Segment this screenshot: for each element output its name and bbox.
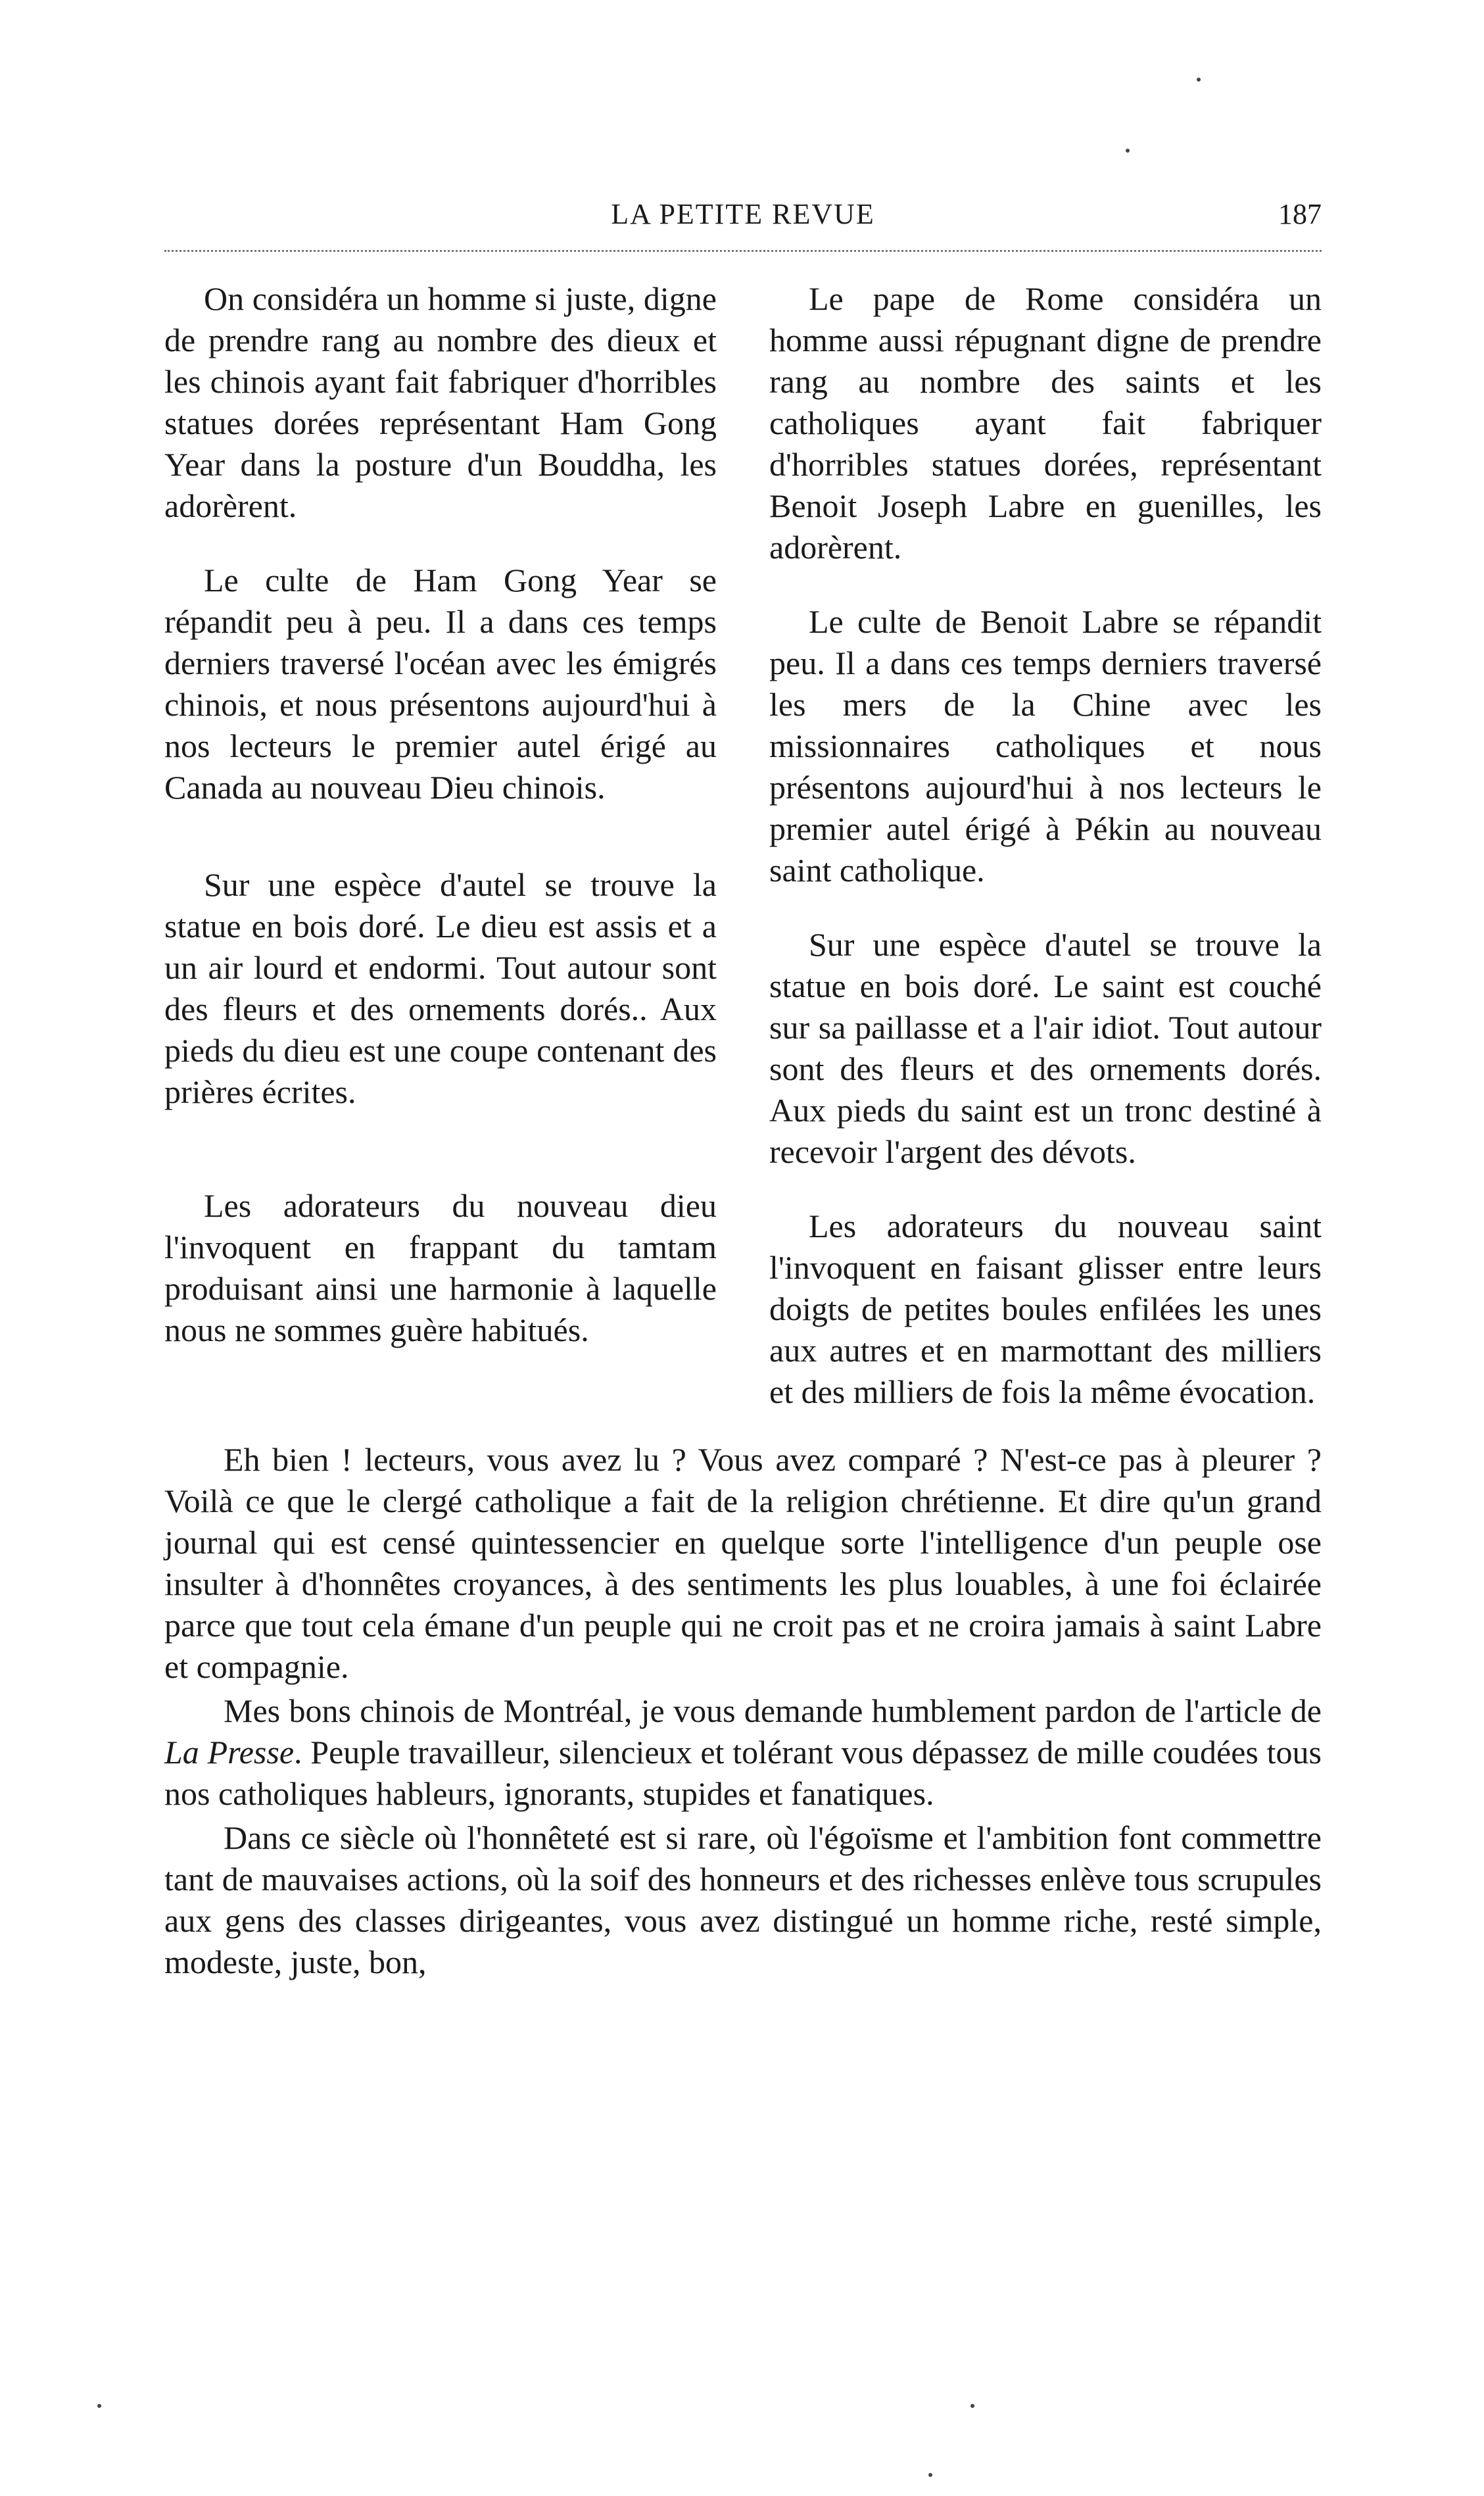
right-paragraph-2: Le culte de Benoit Labre se répandit peu. Il a dans ces temps derniers traversé les mers de la Chine avec les missionnaires catholiques et nous présentons aujourd'hui à nos lecteurs le premier autel érigé à Pékin au nouveau saint catholique. xyxy=(769,603,1322,889)
body-paragraph-1: Eh bien ! lecteurs, vous avez lu ? Vous avez comparé ? N'est-ce pas à pleurer ? Voilà ce que le clergé catholique a fait de la religion chrétienne. Et dire qu'un grand journal qui est censé quintessencier en quelque sorte l'intelligence d'un peuple ose insulter à d'honnêtes croyances, à des sentiments les plus louables, à une foi éclairée parce que tout cela émane d'un peuple qui ne croit pas et ne croira jamais à saint Labre et compagnie. xyxy=(164,1441,1322,1685)
scan-speck xyxy=(97,2404,101,2408)
running-head xyxy=(164,197,1322,243)
page xyxy=(164,197,1322,1986)
right-paragraph-4: Les adorateurs du nouveau saint l'invoquent en faisant glisser entre leurs doigts de petites boules enfilées les unes aux autres et en marmottant des milliers et des milliers de fois la même évocation. xyxy=(769,1208,1322,1410)
body-paragraph-2 xyxy=(164,1690,1322,1815)
closing-text xyxy=(164,1439,1322,1983)
scan-speck xyxy=(970,2404,974,2408)
header-rule xyxy=(164,250,1322,252)
left-paragraph-1: On considéra un homme si juste, digne de prendre rang au nombre des dieux et les chinois ayant fait fabriquer d'horribles statues dorées représentant Ham Gong Year dans la posture d'un Bouddha, les adorèrent. xyxy=(164,280,717,524)
left-column xyxy=(164,278,717,1446)
right-paragraph-1: Le pape de Rome considéra un homme aussi répugnant digne de prendre rang au nombre des saints et les catholiques ayant fait fabriquer d'horribles statues dorées, représentant Benoit Joseph Labre en guenilles, les adorèrent. xyxy=(769,280,1322,566)
scan-speck xyxy=(1197,78,1201,82)
right-paragraph-3: Sur une espèce d'autel se trouve la statue en bois doré. Le saint est couché sur sa paillasse et a l'air idiot. Tout autour sont des fleurs et des ornements dorés. Aux pieds du saint est un tronc destiné à recevoir l'argent des dévots. xyxy=(769,926,1322,1170)
comparison-columns xyxy=(164,278,1322,1446)
page-number: 187 xyxy=(1278,198,1322,230)
left-paragraph-4: Les adorateurs du nouveau dieu l'invoquent en frappant du tamtam produisant ainsi une harmonie à laquelle nous ne sommes guère habitués. xyxy=(164,1187,717,1348)
body-paragraph-2-end: . Peuple travailleur, silencieux et tolérant vous dépassez de mille coudées tous nos catholiques hableurs, ignorants, stupides et fanatiques. xyxy=(164,1734,1322,1812)
running-title: LA PETITE REVUE xyxy=(611,198,875,230)
body-paragraph-2-start: Mes bons chinois de Montréal, je vous demande humblement pardon de l'article de xyxy=(224,1692,1322,1729)
left-paragraph-3: Sur une espèce d'autel se trouve la statue en bois doré. Le dieu est assis et a un air lourd et endormi. Tout autour sont des fleurs et des ornements dorés.. Aux pieds du dieu est une coupe contenant des prières écrites. xyxy=(164,866,717,1110)
left-paragraph-2: Le culte de Ham Gong Year se répandit peu à peu. Il a dans ces temps derniers traversé l'océan avec les émigrés chinois, et nous présentons aujourd'hui à nos lecteurs le premier autel érigé au Canada au nouveau Dieu chinois. xyxy=(164,562,717,806)
scan-speck xyxy=(1126,149,1130,153)
scan-speck xyxy=(928,2473,932,2477)
right-column xyxy=(769,278,1322,1446)
body-paragraph-3: Dans ce siècle où l'honnêteté est si rare, où l'égoïsme et l'ambition font commettre tant de mauvaises actions, où la soif des honneurs et des richesses enlève tous scrupules aux gens des classes dirigeantes, vous avez distingué un homme riche, resté simple, modeste, juste, bon, xyxy=(164,1819,1322,1980)
journal-title: La Presse xyxy=(164,1734,295,1771)
